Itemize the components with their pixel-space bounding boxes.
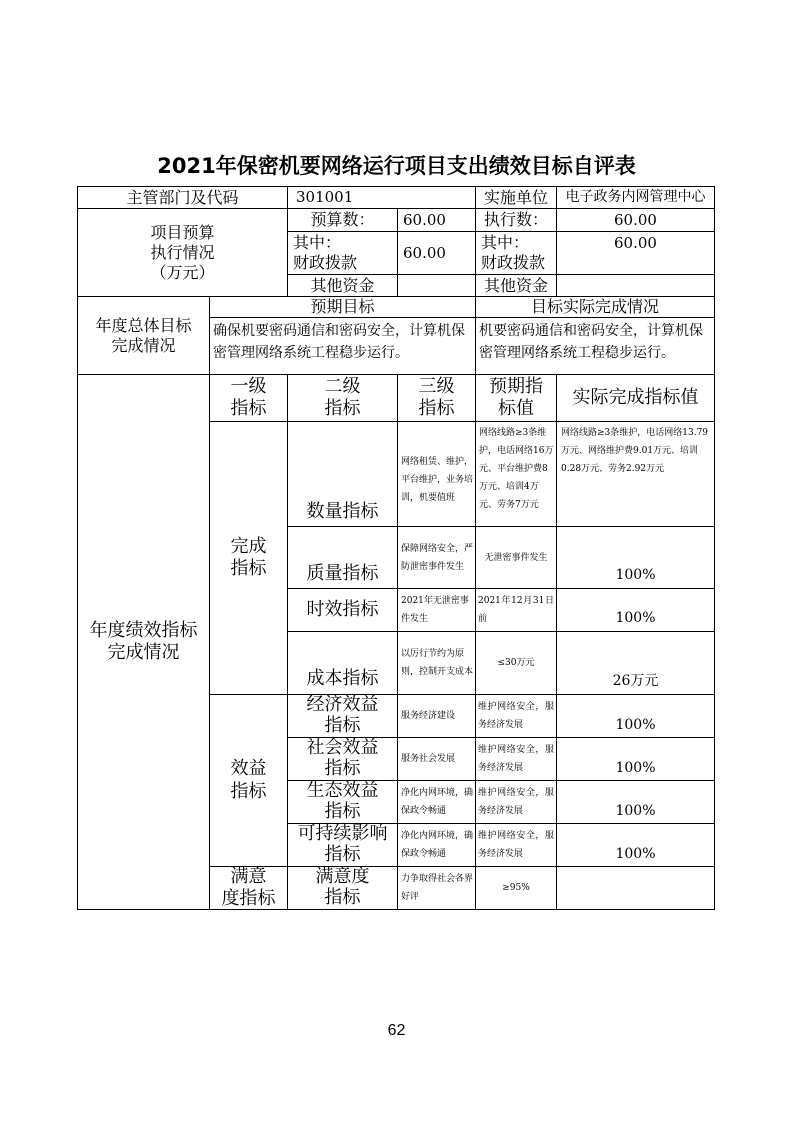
dept-label: 主管部门及代码 — [126, 187, 239, 207]
sustainability-actual: 100% — [615, 845, 656, 862]
table-rule — [209, 317, 715, 318]
economic-benefit-actual: 100% — [615, 716, 656, 733]
timeliness-expected: 2021年12月31日前 — [478, 596, 554, 624]
other-funds-exec-label: 其他资金 — [483, 275, 548, 295]
timeliness-actual: 100% — [615, 610, 656, 627]
expected-goal-text: 确保机要密码通信和密码安全，计算机保密管理网络系统工程稳步运行。 — [213, 323, 465, 362]
quality-indicator: 质量指标 — [306, 562, 379, 584]
quality-expected: 无泄密事件发生 — [484, 552, 548, 563]
fiscal-exec-value: 60.00 — [614, 234, 657, 252]
other-funds-label: 其他资金 — [310, 275, 375, 295]
sustainability-expected: 维护网络安全，服务经济发展 — [478, 831, 554, 859]
exec-amount-value: 60.00 — [614, 210, 657, 229]
cost-actual: 26万元 — [612, 672, 659, 689]
social-benefit-actual: 100% — [615, 759, 656, 776]
table-rule — [475, 374, 476, 910]
sustainability-level3: 净化内网环境，确保政令畅通 — [401, 831, 474, 859]
indicator-section-label: 年度绩效指标 完成情况 — [89, 619, 198, 663]
economic-benefit-indicator: 经济效益 指标 — [306, 694, 379, 736]
col-header-level3: 三级 指标 — [418, 375, 455, 419]
table-rule — [397, 208, 398, 297]
impl-value: 电子政务内网管理中心 — [565, 188, 706, 205]
fiscal-exec-label: 其中： 财政拨款 — [481, 233, 546, 272]
sustainability-indicator: 可持续影响 指标 — [297, 823, 388, 865]
ecological-benefit-indicator: 生态效益 指标 — [306, 780, 379, 822]
table-border-bottom — [77, 909, 715, 910]
quality-level3: 保障网络安全，严防泄密事件发生 — [401, 543, 474, 572]
page-number: 62 — [387, 1022, 406, 1039]
dept-code: 301001 — [296, 188, 354, 207]
satisfaction-level3: 力争取得社会各界好评 — [401, 874, 474, 902]
actual-goal-header: 目标实际完成情况 — [530, 297, 659, 316]
impl-label: 实施单位 — [483, 187, 548, 207]
social-benefit-indicator: 社会效益 指标 — [306, 737, 379, 779]
col-header-level1: 一级 指标 — [230, 375, 267, 419]
cost-level3: 以厉行节约为原则，控制开支成本 — [401, 649, 474, 677]
satisfaction-indicator: 满意度 指标 — [315, 866, 370, 908]
cost-expected: ≤30万元 — [497, 658, 535, 668]
timeliness-indicator: 时效指标 — [306, 598, 379, 620]
timeliness-level3: 2021年无泄密事件发生 — [401, 596, 469, 624]
budget-amount-value: 60.00 — [403, 210, 446, 229]
social-benefit-expected: 维护网络安全，服务经济发展 — [478, 745, 554, 773]
overall-goal-label: 年度总体目标 完成情况 — [95, 315, 192, 355]
quantity-indicator: 数量指标 — [306, 500, 379, 522]
ecological-benefit-expected: 维护网络安全，服务经济发展 — [478, 788, 554, 816]
satisfaction-expected: ≥95% — [502, 883, 530, 893]
fiscal-label: 其中： 财政拨款 — [293, 233, 358, 272]
group-benefit-label: 效益 指标 — [230, 758, 267, 802]
social-benefit-level3: 服务社会发展 — [401, 754, 456, 764]
economic-benefit-level3: 服务经济建设 — [401, 711, 456, 721]
group-satisfaction-label: 满意 度指标 — [221, 865, 276, 909]
budget-amount-label: 预算数： — [310, 210, 375, 229]
col-header-expected: 预期指 标值 — [489, 375, 543, 419]
page-title: 2021年保密机要网络运行项目支出绩效目标自评表 — [157, 154, 636, 178]
quantity-expected: 网络线路≥3条维护，电话网络16万元、平台维护费8万元、培训4万元、劳务7万元 — [479, 428, 554, 510]
fiscal-value: 60.00 — [403, 243, 446, 262]
ecological-benefit-level3: 净化内网环境，确保政令畅通 — [401, 788, 474, 816]
group-completion-label: 完成 指标 — [230, 535, 267, 579]
cost-indicator: 成本指标 — [306, 667, 379, 689]
economic-benefit-expected: 维护网络安全，服务经济发展 — [478, 702, 554, 730]
table-rule — [397, 374, 398, 910]
col-header-actual: 实际完成指标值 — [572, 386, 699, 408]
expected-goal-header: 预期目标 — [310, 297, 375, 316]
budget-label: 项目预算 执行情况 （万元） — [150, 222, 215, 282]
ecological-benefit-actual: 100% — [615, 802, 656, 819]
table-border-right — [714, 186, 715, 910]
quality-actual: 100% — [615, 566, 656, 583]
satisfaction-actual — [557, 867, 714, 909]
quantity-level3: 网络租赁、维护，平台维护，业务培训，机要值班 — [401, 457, 474, 503]
quantity-actual: 网络线路≥3条维护，电话网络13.79万元、网络维护费9.01万元、培训0.28万元、劳务2.92万元 — [561, 428, 709, 474]
col-header-level2: 二级 指标 — [324, 375, 361, 419]
exec-amount-label: 执行数： — [483, 210, 548, 229]
actual-goal-text: 机要密码通信和密码安全，计算机保密管理网络系统工程稳步运行。 — [479, 323, 703, 362]
